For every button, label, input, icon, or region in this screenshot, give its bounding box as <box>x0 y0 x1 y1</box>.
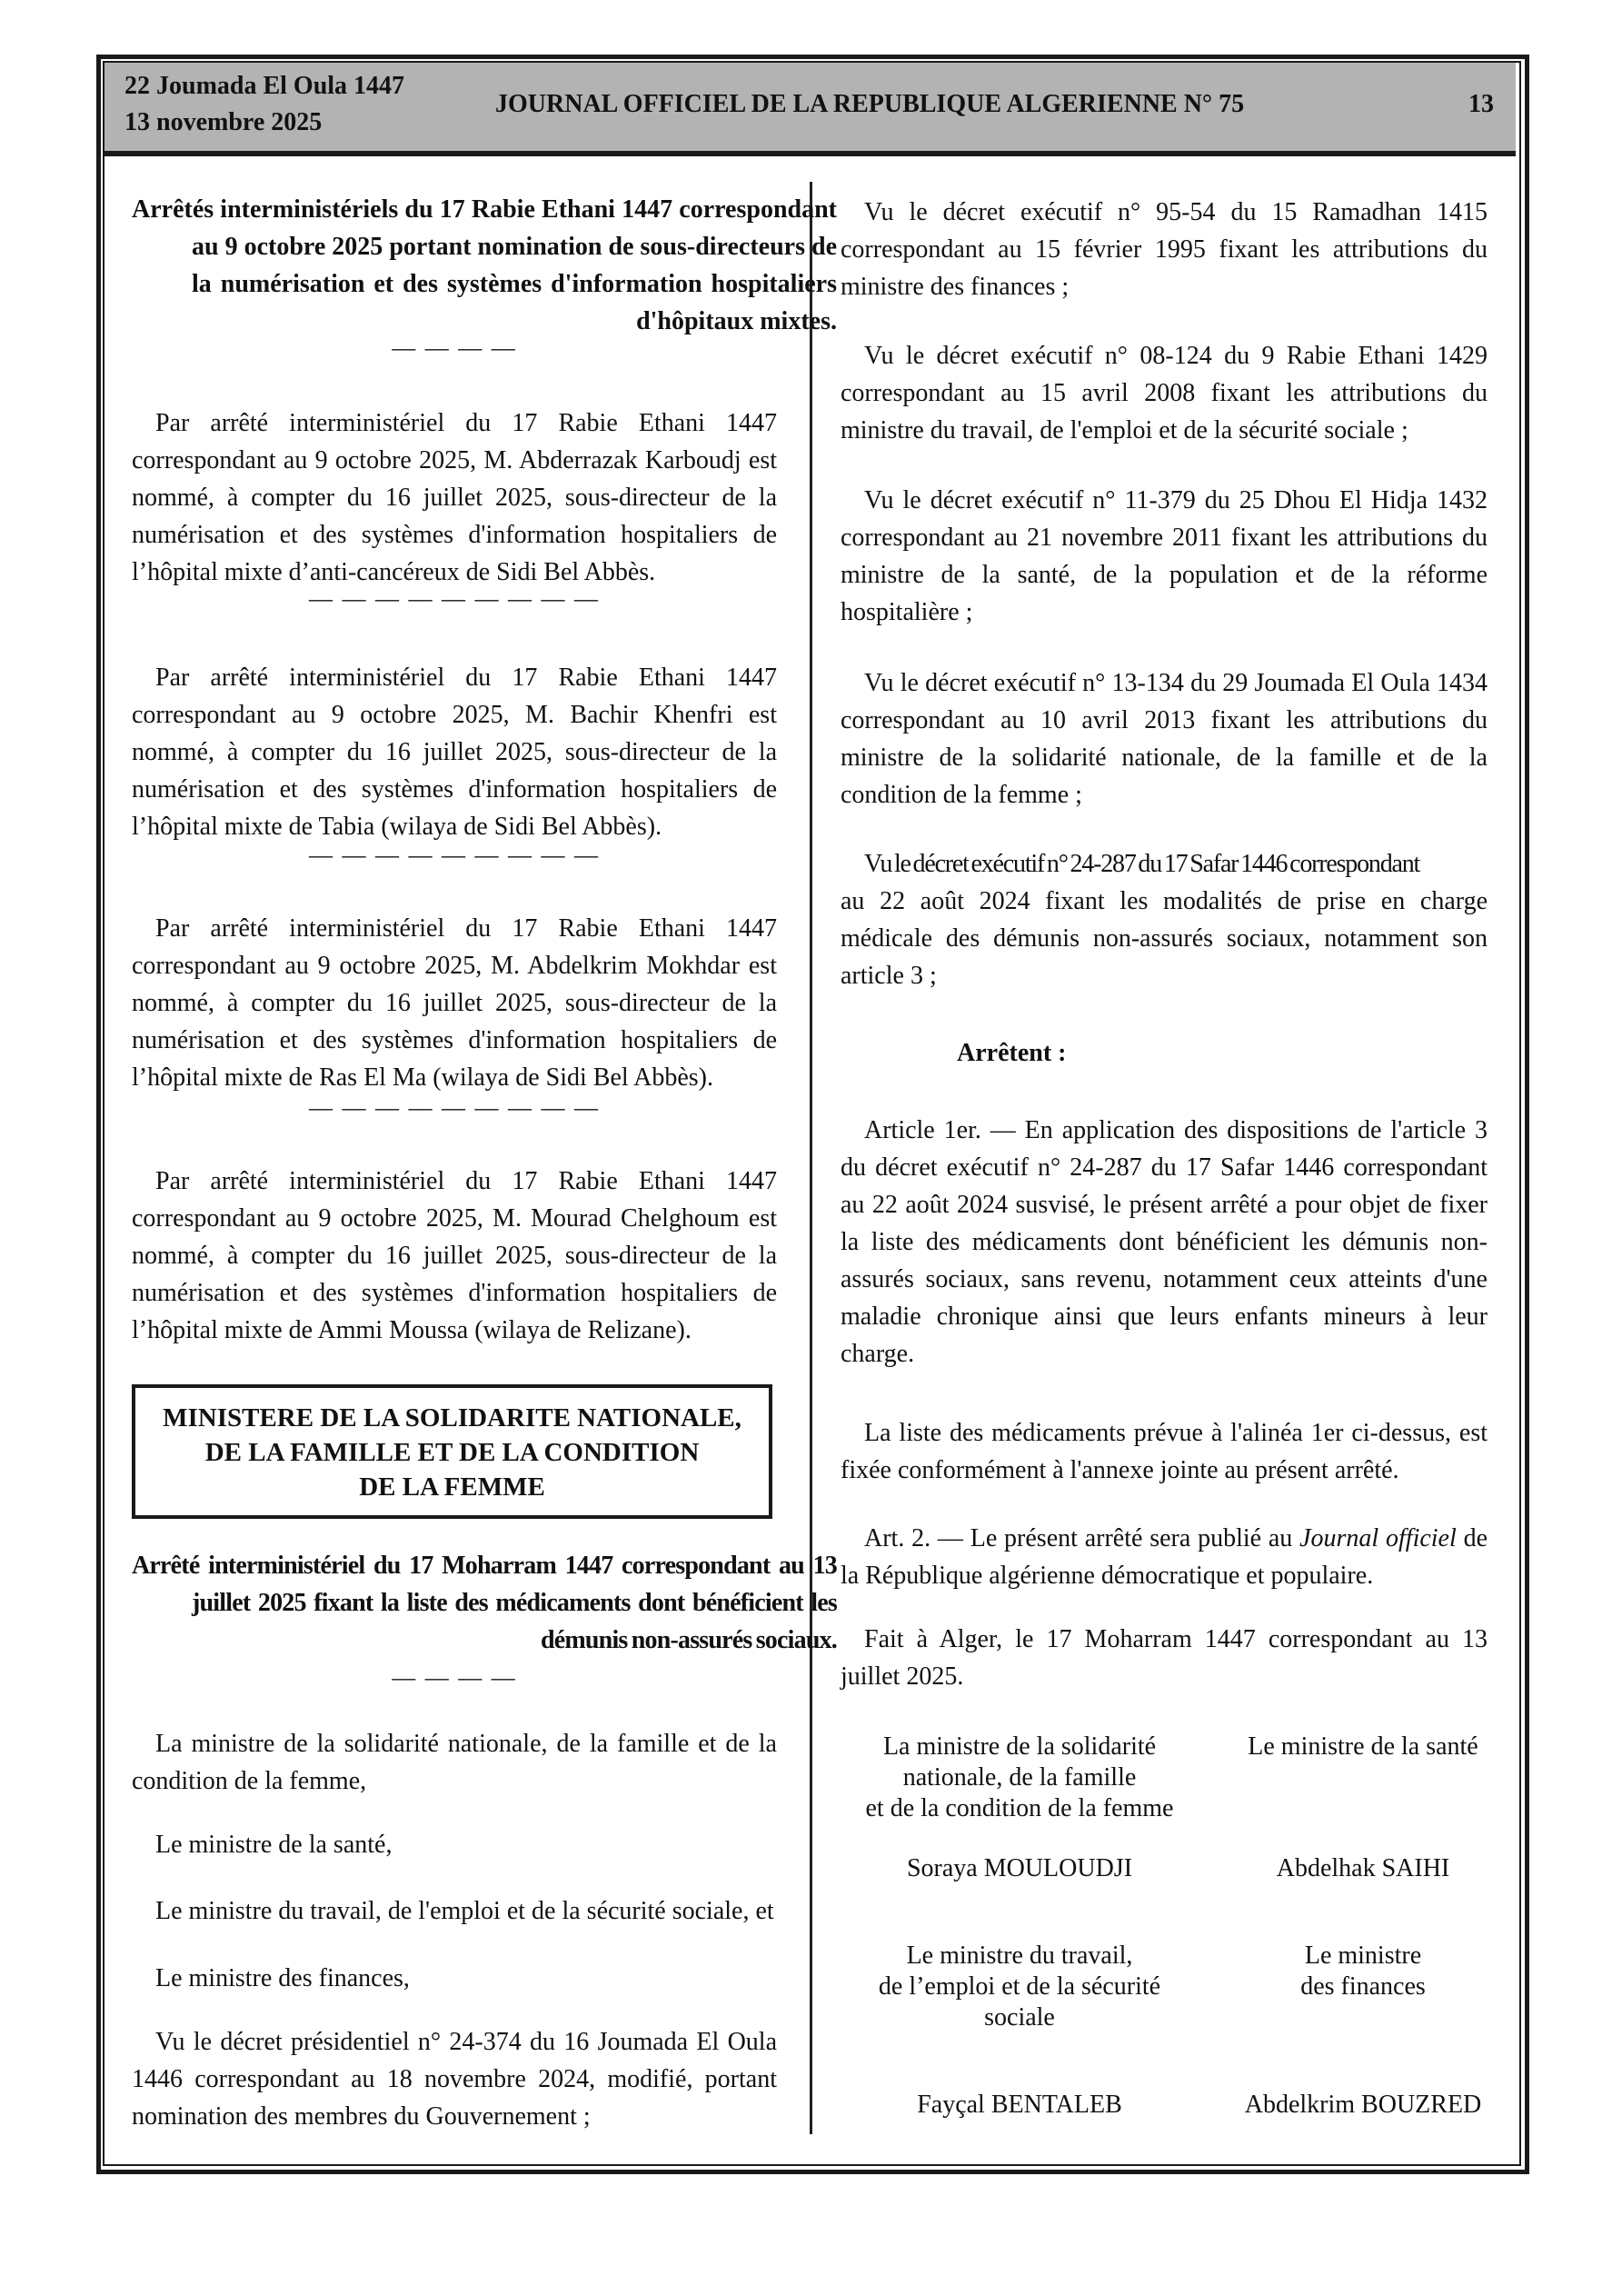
page-number: 13 <box>1468 90 1494 118</box>
paragraph: Par arrêté interministériel du 17 Rabie Ethani 1447 correspondant au 9 octobre 2025, M. Abdelkrim Mokhdar est nommé, à compter du 16 juillet 2025, sous-directeur de la numérisation et des systèmes d'information hospitaliers de l’hôpital mixte de Ras El Ma (wilaya de Sidi Bel Abbès). <box>132 914 777 1092</box>
signatory-name: Abdelhak SAIHI <box>1276 1854 1450 1882</box>
paragraph: Vu le décret exécutif n° 13-134 du 29 Joumada El Oula 1434 correspondant au 10 avril 2013 fixant les attributions du ministre de la solidarité nationale, de la famille et de la condition de la femme ; <box>841 669 1488 809</box>
text: Art. 2. — Le présent arrêté sera publié au <box>864 1524 1300 1552</box>
separator: — — — — — — — — — <box>309 1094 600 1121</box>
paragraph: Par arrêté interministériel du 17 Rabie Ethani 1447 correspondant au 9 octobre 2025, M. Mourad Chelghoum est nommé, à compter du 16 juillet 2025, sous-directeur de la numérisation et des systèmes d'information hospitaliers de l’hôpital mixte de Ammi Moussa (wilaya de Relizane). <box>132 1167 777 1344</box>
paragraph: La ministre de la solidarité nationale, de la famille et de la condition de la femme, <box>132 1730 777 1795</box>
paragraph: Le ministre des finances, <box>155 1964 410 1992</box>
article-1: Article 1er. — En application des dispositions de l'article 3 du décret exécutif n° 24-287 du 17 Safar 1446 correspondant au 22 août 2024 susvisé, le présent arrêté a pour objet de fixer la liste des médicaments dont bénéficient les démunis non-assurés sociaux, sans revenu, notamment ceux atteints d'une maladie chronique ainsi que leurs enfants mineurs à leur charge. <box>841 1116 1488 1368</box>
signatory-role: Le ministre de la santé <box>1248 1732 1478 1761</box>
signatory-name: Soraya MOULOUDJI <box>906 1854 1133 1882</box>
signatory-role: des finances <box>1300 1972 1426 2001</box>
signatory-role: de l’emploi et de la sécurité <box>878 1972 1161 2001</box>
paragraph: Vu le décret exécutif n° 11-379 du 25 Dhou El Hidja 1432 correspondant au 21 novembre 2011 fixant les attributions du ministre de la santé, de la population et de la réforme hospitalière ; <box>841 486 1488 626</box>
signature-block <box>1199 1732 1527 1884</box>
column-divider <box>810 182 812 2134</box>
arretent-heading: Arrêtent : <box>957 1039 1067 1067</box>
ministry-heading-box <box>132 1384 772 1519</box>
signing-place-date: Fait à Alger, le 17 Moharram 1447 correspondant au 13 juillet 2025. <box>841 1625 1488 1691</box>
separator: — — — — <box>392 334 517 361</box>
paragraph <box>841 845 1488 994</box>
signature-block <box>1199 1941 1527 2121</box>
signature-block <box>856 1732 1183 1884</box>
ministry-line: MINISTERE DE LA SOLIDARITE NATIONALE, <box>163 1403 741 1433</box>
signatory-name: Fayçal BENTALEB <box>917 2091 1122 2119</box>
paragraph: La liste des médicaments prévue à l'alinéa 1er ci-dessus, est fixée conformément à l'annexe jointe au présent arrêté. <box>841 1419 1488 1484</box>
hijri-date: 22 Joumada El Oula 1447 <box>124 72 405 100</box>
section-title-arrete: Arrêté interministériel du 17 Moharram 1447 correspondant au 13 juillet 2025 fixant la liste des médicaments dont bénéficient les démunis non-assurés sociaux. <box>132 1552 837 1654</box>
journal-name: Journal officiel <box>1299 1524 1457 1552</box>
ministry-line: DE LA FEMME <box>359 1472 545 1502</box>
signature-block <box>856 1941 1183 2121</box>
journal-title: JOURNAL OFFICIEL DE LA REPUBLIQUE ALGERIENNE N° 75 <box>495 90 1245 118</box>
paragraph: Par arrêté interministériel du 17 Rabie Ethani 1447 correspondant au 9 octobre 2025, M. Abderrazak Karboudj est nommé, à compter du 16 juillet 2025, sous-directeur de la numérisation et des systèmes d'information hospitaliers de l’hôpital mixte d’anti-cancéreux de Sidi Bel Abbès. <box>132 409 777 586</box>
paragraph: Par arrêté interministériel du 17 Rabie Ethani 1447 correspondant au 9 octobre 2025, M. Bachir Khenfri est nommé, à compter du 16 juillet 2025, sous-directeur de la numérisation et des systèmes d'information hospitaliers de l’hôpital mixte de Tabia (wilaya de Sidi Bel Abbès). <box>132 664 777 841</box>
section-title-nominations: Arrêtés interministériels du 17 Rabie Ethani 1447 correspondant au 9 octobre 2025 portant nomination de sous-directeurs de la numérisation et des systèmes d'information hospitaliers d'hôpitaux mixtes. <box>132 195 837 335</box>
gregorian-date: 13 novembre 2025 <box>124 108 323 136</box>
signatory-role: sociale <box>984 2003 1055 2031</box>
paragraph: Vu le décret exécutif n° 08-124 du 9 Rabie Ethani 1429 correspondant au 15 avril 2008 fixant les attributions du ministre du travail, de l'emploi et de la sécurité sociale ; <box>841 342 1488 444</box>
separator: — — — — <box>392 1664 517 1691</box>
signatory-role: Le ministre du travail, <box>906 1942 1133 1970</box>
paragraph: Le ministre du travail, de l'emploi et de la sécurité sociale, et <box>155 1897 774 1925</box>
separator: — — — — — — — — — <box>309 585 600 612</box>
paragraph-first-line: Vu le décret exécutif n° 24-287 du 17 Safar 1446 correspondant <box>864 850 1420 878</box>
separator: — — — — — — — — — <box>309 842 600 868</box>
paragraph: Vu le décret présidentiel n° 24-374 du 16 Joumada El Oula 1446 correspondant au 18 novembre 2024, modifié, portant nomination des membres du Gouvernement ; <box>132 2028 777 2131</box>
signatory-role: Le ministre <box>1304 1942 1422 1970</box>
ministry-line: DE LA FAMILLE ET DE LA CONDITION <box>204 1438 700 1467</box>
signatory-name: Abdelkrim BOUZRED <box>1244 2091 1482 2119</box>
signatory-role: La ministre de la solidarité <box>882 1732 1157 1761</box>
text: de la République algérienne démocratique et populaire. <box>841 1524 1488 1590</box>
signatory-role: nationale, de la famille <box>902 1763 1137 1792</box>
paragraph: Le ministre de la santé, <box>155 1831 393 1859</box>
signatory-role: et de la condition de la femme <box>865 1794 1174 1822</box>
paragraph-rest: au 22 août 2024 fixant les modalités de prise en charge médicale des démunis non-assurés sociaux, notamment son article 3 ; <box>841 887 1488 990</box>
article-2 <box>841 1520 1488 1594</box>
paragraph: Vu le décret exécutif n° 95-54 du 15 Ramadhan 1415 correspondant au 15 février 1995 fixant les attributions du ministre des finances ; <box>841 198 1488 301</box>
journal-header <box>104 63 1516 156</box>
